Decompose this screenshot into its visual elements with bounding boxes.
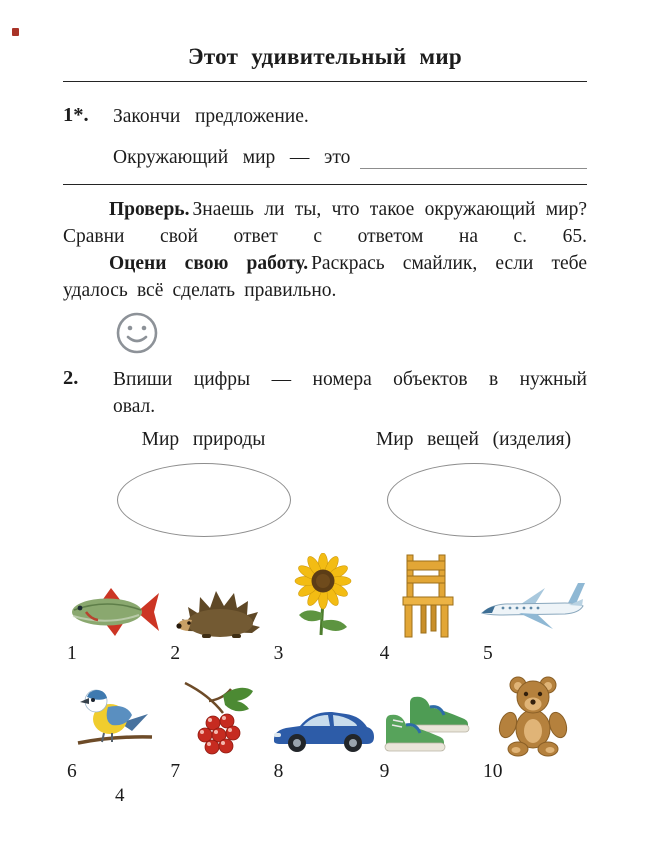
group-label-nature: Мир природы <box>141 428 266 450</box>
things-oval[interactable] <box>387 463 561 537</box>
assess-paragraph <box>63 251 587 305</box>
assess-text: Раскрась смайлик, если тебе удалось всё сделать правильно. <box>63 253 587 302</box>
assess-label: Оцени свою работу. <box>109 253 309 275</box>
object-number: 5 <box>483 642 493 664</box>
page-number: 4 <box>115 784 125 806</box>
object-item <box>63 551 166 665</box>
object-number: 4 <box>379 642 390 664</box>
object-item <box>376 669 479 783</box>
smiley-area <box>63 311 587 357</box>
hedgehog-icon <box>166 551 269 639</box>
task-1-sentence <box>63 146 587 169</box>
sneakers-icon <box>376 669 479 757</box>
object-number: 2 <box>170 642 181 664</box>
check-paragraph <box>63 197 587 251</box>
things-group <box>360 429 587 537</box>
corner-mark <box>12 28 19 36</box>
object-number: 9 <box>379 760 390 782</box>
sunflower-icon <box>270 551 376 639</box>
check-label: Проверь. <box>109 199 190 221</box>
nature-oval[interactable] <box>117 463 291 537</box>
airplane-icon <box>479 551 587 639</box>
object-item <box>166 669 269 783</box>
teddy-bear-icon <box>479 669 587 757</box>
sentence-prefix: Окружающий мир — это <box>113 147 351 169</box>
object-item <box>166 551 269 665</box>
task-2 <box>63 367 587 421</box>
section-divider <box>63 184 587 185</box>
object-item <box>63 669 166 783</box>
task-2-number: 2. <box>63 366 79 389</box>
bird-icon <box>63 669 166 757</box>
page-title: Этот удивительный мир <box>187 44 463 69</box>
chair-icon <box>376 551 479 639</box>
title-rule <box>63 81 587 82</box>
object-number: 7 <box>170 760 181 782</box>
task-2-instruction: Впиши цифры — номера объектов в нужный овал. <box>113 368 587 417</box>
answer-blank-line[interactable] <box>360 146 587 169</box>
task-1-number: 1*. <box>63 104 89 126</box>
task-1-instruction: Закончи предложение. <box>113 106 309 127</box>
check-text: Знаешь ли ты, что такое окружающий мир? Сравни свой ответ с ответом на с. 65. <box>63 199 587 248</box>
task-1 <box>63 104 587 131</box>
object-item <box>270 669 376 783</box>
objects-grid <box>63 551 587 783</box>
object-number: 6 <box>67 760 77 782</box>
object-number: 8 <box>273 760 284 782</box>
fish-icon <box>63 551 166 639</box>
berries-icon <box>166 669 269 757</box>
object-item <box>479 551 587 665</box>
object-number: 10 <box>483 760 503 782</box>
object-item <box>479 669 587 783</box>
car-icon <box>270 669 376 757</box>
object-number: 1 <box>67 642 77 664</box>
sorting-groups <box>63 429 587 537</box>
object-number: 3 <box>273 642 284 664</box>
group-label-things: Мир вещей (изделия) <box>375 428 572 450</box>
object-item <box>270 551 376 665</box>
nature-group <box>109 429 298 537</box>
object-item <box>376 551 479 665</box>
smiley-face-icon[interactable] <box>115 311 159 355</box>
